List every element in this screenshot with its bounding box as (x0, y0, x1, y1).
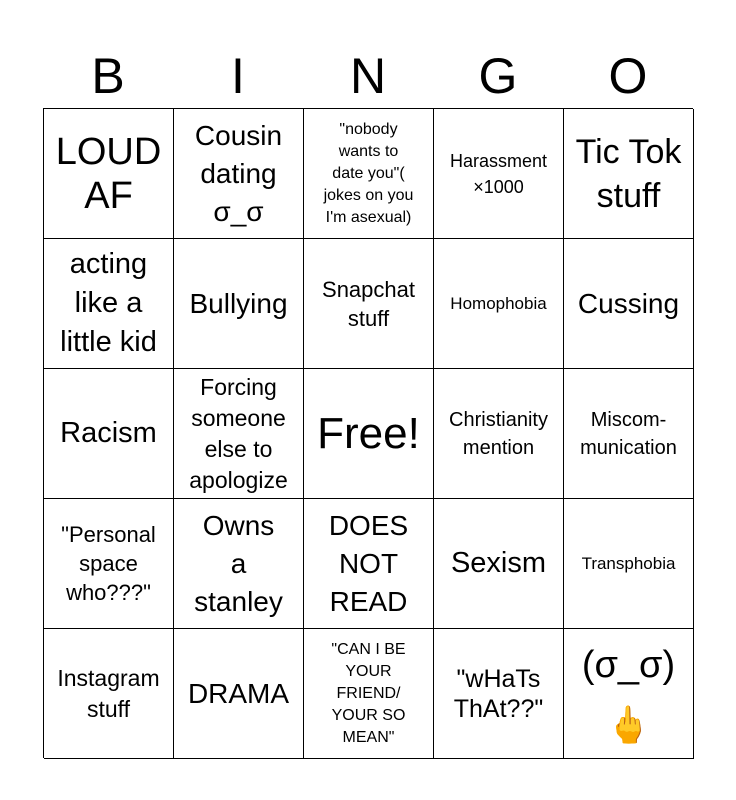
bingo-cell-r1c1[interactable] (44, 109, 174, 239)
bingo-cell-r1c5[interactable] (564, 109, 694, 239)
cell-text: Racism (60, 417, 157, 449)
bingo-cell-free[interactable] (304, 369, 434, 499)
cell-text: LOUD AF (55, 130, 162, 217)
cell-text: Transphobia (581, 554, 676, 573)
header-letter-b: B (91, 48, 125, 104)
cell-text: Miscom- munication (580, 408, 677, 459)
bingo-cell-r4c4[interactable] (434, 499, 564, 629)
bingo-cell-r3c1[interactable] (44, 369, 174, 499)
bingo-cell-r3c4[interactable] (434, 369, 564, 499)
cell-content (568, 629, 689, 759)
bingo-cell-r5c2[interactable] (174, 629, 304, 759)
cell-text: (σ_σ) (581, 643, 676, 686)
bingo-cell-r3c5[interactable] (564, 369, 694, 499)
header-letter-i: I (231, 48, 245, 104)
bingo-cell-r5c5[interactable] (564, 629, 694, 759)
cell-text: Bullying (189, 287, 288, 319)
bingo-cell-r5c3[interactable] (304, 629, 434, 759)
cell-text: DRAMA (187, 677, 290, 709)
cell-text: "nobody wants to date you"( jokes on you I'm asexual) (323, 120, 414, 226)
free-space-label: Free! (317, 408, 420, 458)
bingo-cell-r2c2[interactable] (174, 239, 304, 369)
bingo-cell-r2c3[interactable] (304, 239, 434, 369)
cell-text: "Personal space who???" (61, 522, 156, 605)
bingo-board (43, 108, 693, 758)
middle-finger-icon: 🖕 (606, 703, 651, 745)
bingo-cell-r1c3[interactable] (304, 109, 434, 239)
bingo-cell-r5c1[interactable] (44, 629, 174, 759)
bingo-cell-r2c5[interactable] (564, 239, 694, 369)
bingo-cell-r4c2[interactable] (174, 499, 304, 629)
cell-text: DOES NOT READ (328, 509, 409, 617)
cell-text: Instagram stuff (57, 664, 160, 722)
bingo-cell-r2c4[interactable] (434, 239, 564, 369)
cell-text: Forcing someone else to apologize (189, 373, 288, 493)
cell-text: Christianity mention (449, 408, 548, 459)
cell-text: Sexism (450, 547, 547, 579)
cell-text: Tic Tok stuff (575, 132, 682, 215)
bingo-cell-r4c3[interactable] (304, 499, 434, 629)
header-letter-n: N (349, 48, 387, 104)
cell-text: "CAN I BE YOUR FRIEND/ YOUR SO MEAN" (331, 640, 406, 746)
bingo-cell-r2c1[interactable] (44, 239, 174, 369)
cell-text: Snapchat stuff (322, 276, 415, 331)
cell-text: Cousin dating σ_σ (194, 119, 283, 227)
cell-text: "wHaTs ThAt??" (453, 664, 544, 723)
cell-text: Owns a stanley (194, 509, 283, 617)
cell-text: acting like a little kid (60, 248, 157, 358)
bingo-cell-r5c4[interactable] (434, 629, 564, 759)
bingo-cell-r3c2[interactable] (174, 369, 304, 499)
header-letter-o: O (608, 48, 648, 104)
cell-text: Harassment ×1000 (449, 150, 548, 197)
bingo-header (43, 46, 693, 106)
bingo-cell-r1c4[interactable] (434, 109, 564, 239)
cell-text: Homophobia (450, 294, 547, 313)
cell-text: Cussing (577, 287, 680, 319)
bingo-cell-r4c1[interactable] (44, 499, 174, 629)
header-letter-g: G (478, 48, 518, 104)
bingo-cell-r1c2[interactable] (174, 109, 304, 239)
bingo-cell-r4c5[interactable] (564, 499, 694, 629)
